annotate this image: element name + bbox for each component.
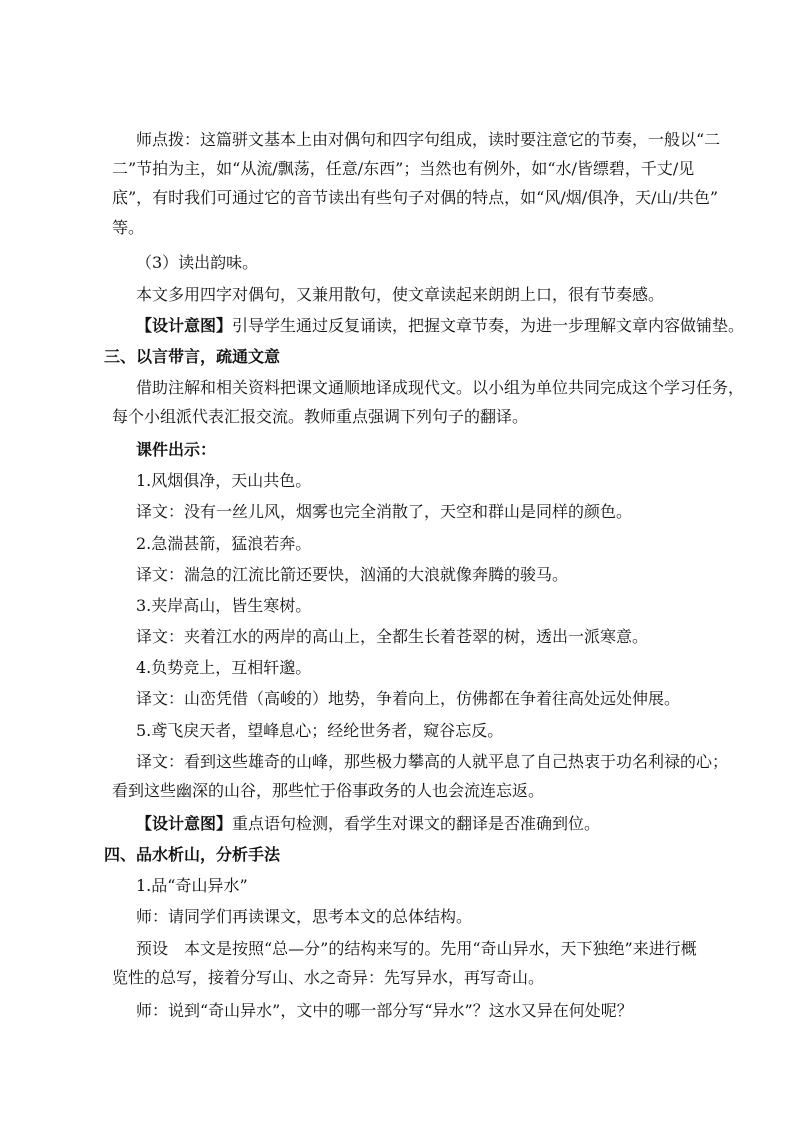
text-line: 2.急湍甚箭，猛浪若奔。 — [136, 534, 312, 553]
text-line: 每个小组派代表汇报交流。教师重点强调下列句子的翻译。 — [112, 407, 529, 426]
design-intent-line — [136, 314, 776, 338]
section-heading: 三、以言带言，疏通文意 — [104, 347, 281, 366]
text-line: 预设 本文是按照“总—分”的结构来写的。先用“奇山异水，天下独绝”来进行概 — [136, 939, 697, 958]
text-line: 本文多用四字对偶句，又兼用散句，使文章读起来朗朗上口，很有节奏感。 — [136, 285, 665, 304]
text-line: 借助注解和相关资料把课文通顺地译成现代文。以小组为单位共同完成这个学习任务， — [136, 378, 745, 397]
text-line: 览性的总写，接着分写山、水之奇异：先写异水，再写奇山。 — [112, 968, 545, 987]
text-line: 3.夹岸高山，皆生寒树。 — [136, 596, 312, 615]
text-line: 译文：看到这些雄奇的山峰，那些极力攀高的人就平息了自己热衷于功名利禄的心； — [136, 752, 729, 771]
text-line: 师点拨：这篇骈文基本上由对偶句和四字句组成，读时要注意它的节奏，一般以“二 — [136, 130, 721, 149]
text-line: 译文：湍急的江流比箭还要快，汹涌的大浪就像奔腾的骏马。 — [136, 565, 569, 584]
text-line: 二”节拍为主，如“从流/飘荡，任意/东西”；当然也有例外，如“水/皆缥碧，千丈/见 — [112, 159, 695, 178]
text-line: 译文：山峦凭借（高峻的）地势，争着向上，仿佛都在争着往高处远处伸展。 — [136, 689, 681, 708]
text-line: （3）读出韵味。 — [136, 253, 259, 272]
courseware-heading: 课件出示： — [136, 440, 217, 459]
text-line: 1.风烟俱净，天山共色。 — [136, 471, 312, 490]
text-line: 底”，有时我们可通过它的音节读出有些句子对偶的特点，如“风/烟/俱净，天/山/共色” — [112, 188, 719, 207]
text-line: 译文：没有一丝儿风，烟雾也完全消散了，天空和群山是同样的颜色。 — [136, 502, 633, 521]
text-line: 等。 — [112, 218, 145, 237]
text-line: 看到这些幽深的山谷，那些忙于俗事政务的人也会流连忘返。 — [112, 781, 545, 800]
design-intent-label: 【设计意图】 — [136, 316, 233, 335]
text-line: 5.鸢飞戾天者，望峰息心；经纶世务者，窥谷忘反。 — [136, 721, 504, 740]
text-line: 译文：夹着江水的两岸的高山上，全都生长着苍翠的树，透出一派寒意。 — [136, 627, 649, 646]
text-line: 1.品“奇山异水” — [136, 876, 248, 895]
text-line: 师：说到“奇山异水”，文中的哪一部分写“异水”？这水又异在何处呢？ — [136, 1001, 633, 1020]
design-intent-text: 重点语句检测，看学生对课文的翻译是否准确到位。 — [232, 814, 601, 833]
text-line: 4.负势竞上，互相轩邈。 — [136, 658, 312, 677]
design-intent-text: 引导学生通过反复诵读，把握文章节奏，为进一步理解文章内容做铺垫。 — [232, 316, 745, 335]
section-heading: 四、品水析山，分析手法 — [104, 845, 281, 864]
text-line: 师：请同学们再读课文，思考本文的总体结构。 — [136, 907, 473, 926]
design-intent-label: 【设计意图】 — [136, 814, 233, 833]
design-intent-line — [136, 812, 776, 836]
